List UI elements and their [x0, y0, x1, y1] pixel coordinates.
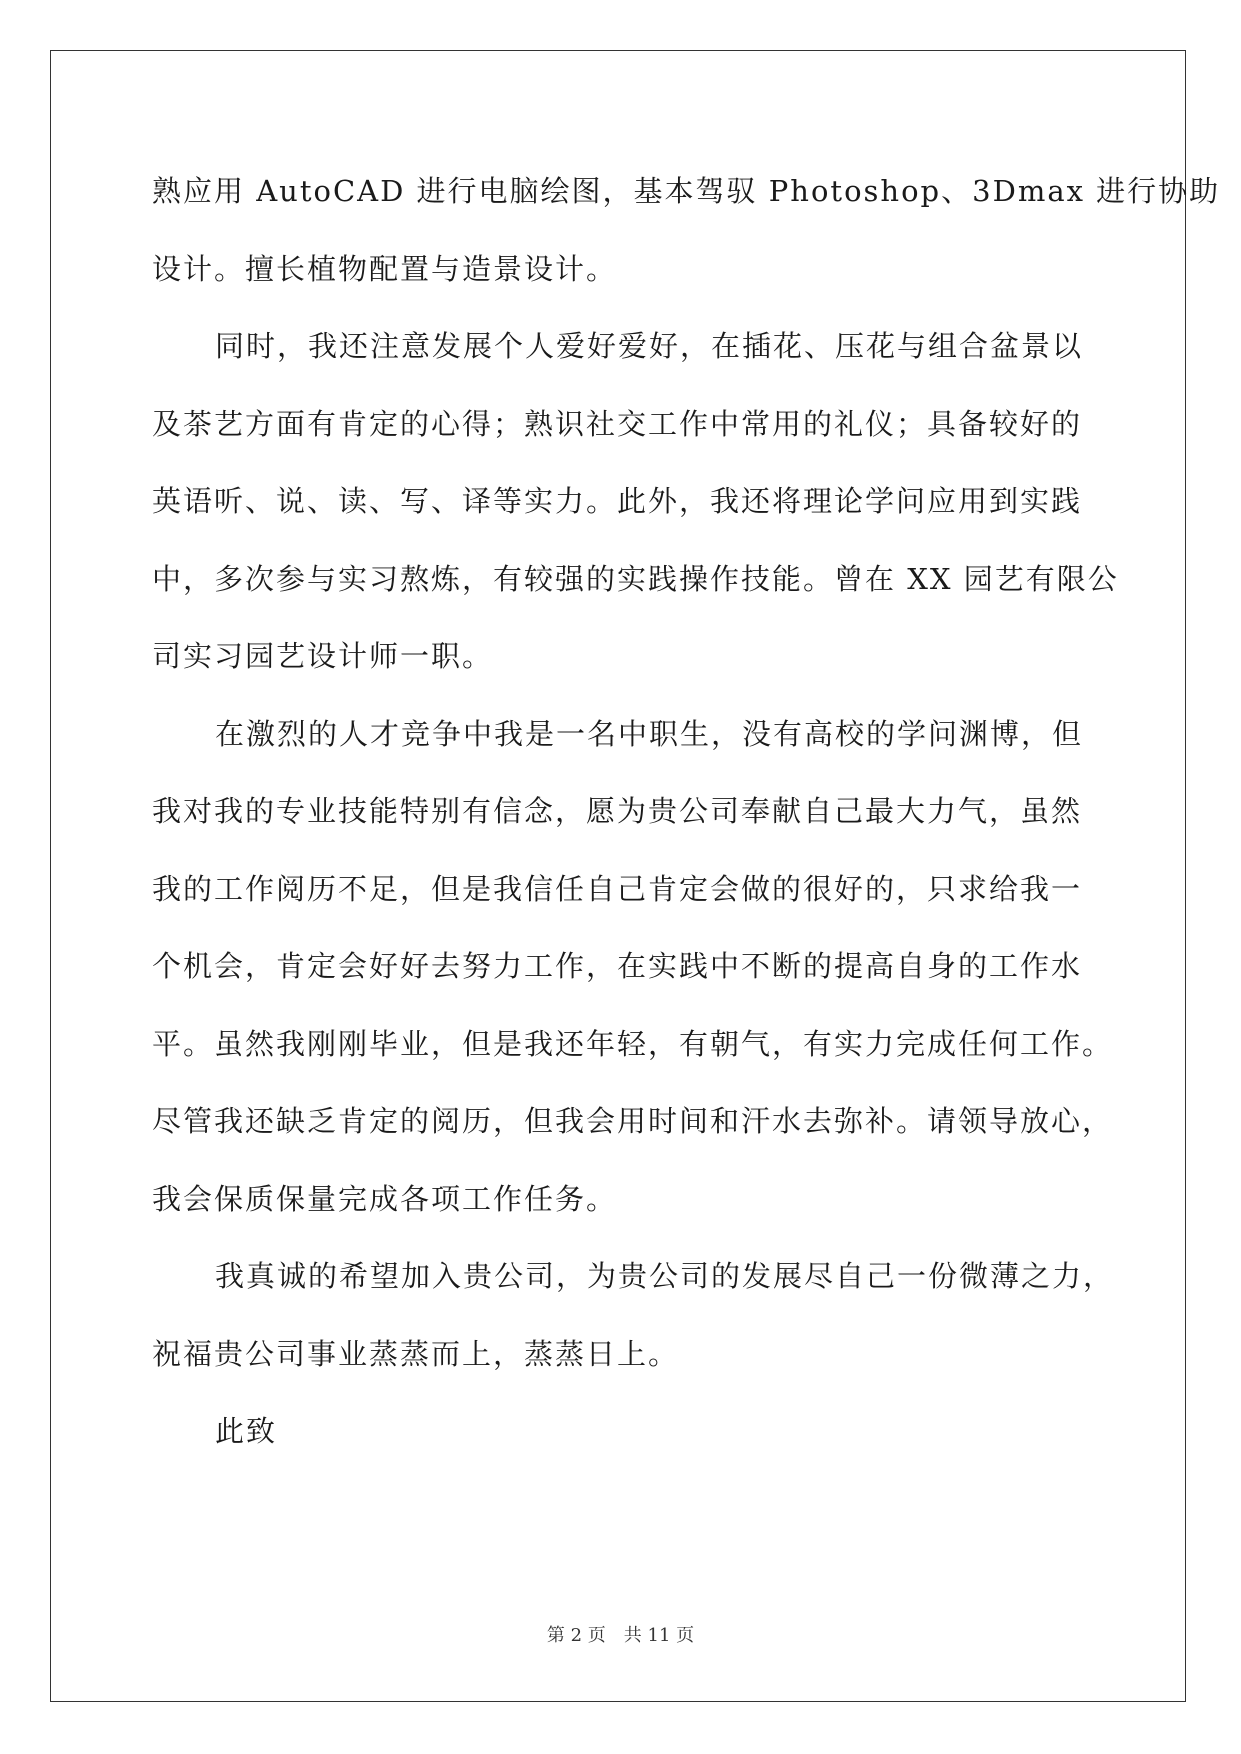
text-line: 熟应用 AutoCAD 进行电脑绘图，基本驾驭 Photoshop、3Dmax 进行协助 [152, 174, 1221, 208]
page-number-label: 第 2 页 共 11 页 [546, 1625, 695, 1646]
text-line: 我会保质保量完成各项工作任务。 [152, 1181, 618, 1216]
text-line: 我的工作阅历不足，但是我信任自己肯定会做的很好的，只求给我一 [152, 871, 1083, 906]
text-line: 司实习园艺设计师一职。 [152, 639, 494, 673]
text-line: 我对我的专业技能特别有信念，愿为贵公司奉献自己最大力气，虽然 [152, 794, 1083, 828]
text-line: 在激烈的人才竞争中我是一名中职生，没有高校的学问渊博，但 [215, 716, 1084, 751]
text-line: 中，多次参与实习熬炼，有较强的实践操作技能。曾在 XX 园艺有限公 [152, 561, 1119, 596]
text-line: 及茶艺方面有肯定的心得；熟识社交工作中常用的礼仪；具备较好的 [152, 406, 1083, 441]
closing-salutation: 此致 [215, 1414, 278, 1448]
document-body [152, 165, 1221, 1483]
text-line: 尽管我还缺乏肯定的阅历，但我会用时间和汗水去弥补。请领导放心， [152, 1104, 1114, 1138]
text-line: 平。虽然我刚刚毕业，但是我还年轻，有朝气，有实力完成任何工作。 [152, 1026, 1114, 1061]
text-line: 同时，我还注意发展个人爱好爱好，在插花、压花与组合盆景以 [215, 329, 1084, 363]
page-footer [0, 1621, 1241, 1647]
text-line: 我真诚的希望加入贵公司，为贵公司的发展尽自己一份微薄之力， [215, 1259, 1115, 1293]
text-line: 英语听、说、读、写、译等实力。此外，我还将理论学问应用到实践 [152, 484, 1083, 518]
text-line: 设计。擅长植物配置与造景设计。 [152, 251, 618, 286]
text-line: 个机会，肯定会好好去努力工作，在实践中不断的提高自身的工作水 [152, 949, 1083, 983]
text-line: 祝福贵公司事业蒸蒸而上，蒸蒸日上。 [152, 1336, 680, 1371]
